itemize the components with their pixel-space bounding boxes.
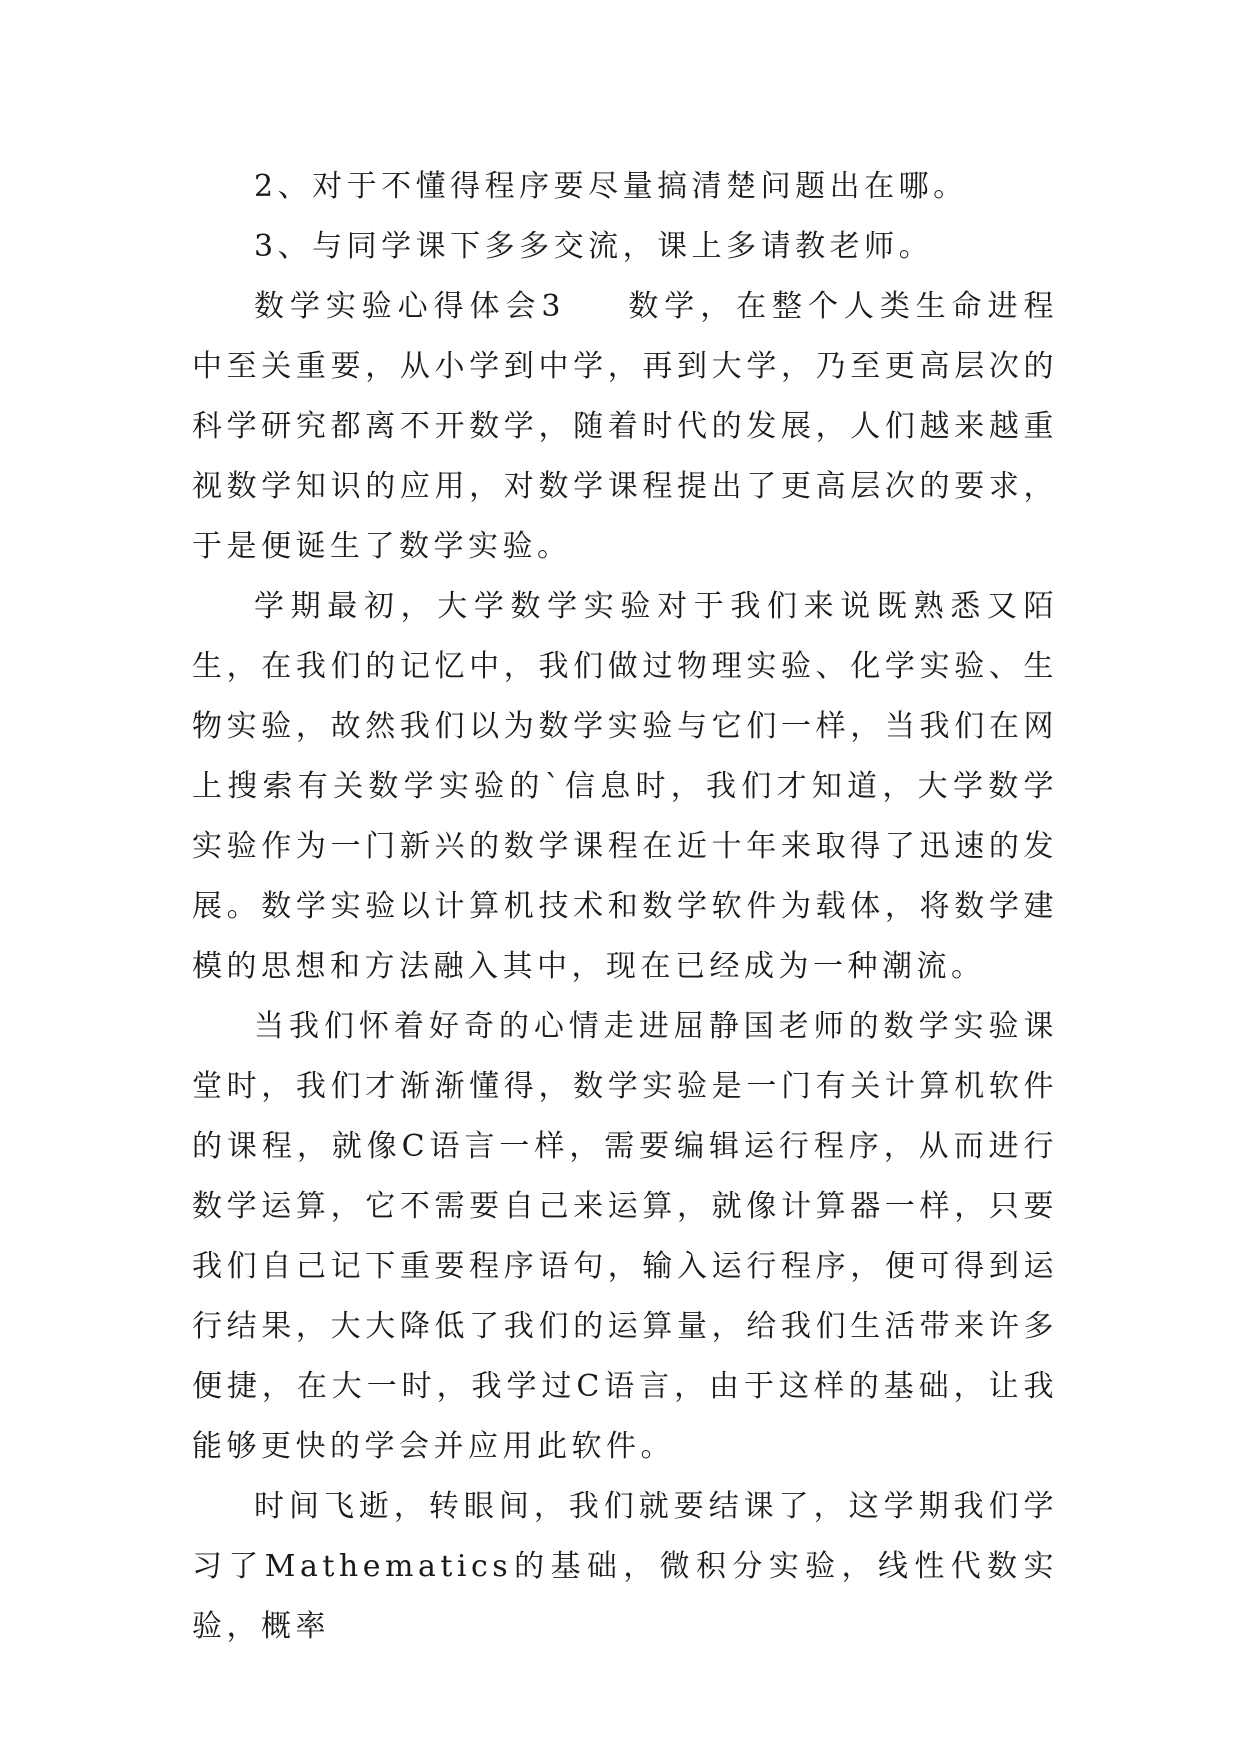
essay-heading: 数学实验心得体会3 — [254, 289, 565, 324]
paragraph-essay-intro — [192, 277, 1058, 577]
paragraph-text: 当我们怀着好奇的心情走进屈静国老师的数学实验课堂时，我们才渐渐懂得，数学实验是一门有关计算机软件的课程，就像C语言一样，需要编辑运行程序，从而进行数学运算，它不需要自己来运算，就像计算器一样，只要我们自己记下重要程序语句，输入运行程序，便可得到运行结果，大大降低了我们的运算量，给我们生活带来许多便捷，在大一时，我学过C语言，由于这样的基础，让我能够更快的学会并应用此软件。 — [192, 1009, 1058, 1464]
paragraph-text: 数学，在整个人类生命进程中至关重要，从小学到中学，再到大学，乃至更高层次的科学研究都离不开数学，随着时代的发展，人们越来越重视数学知识的应用，对数学课程提出了更高层次的要求，于是便诞生了数学实验。 — [192, 289, 1058, 564]
paragraph-text: 2、对于不懂得程序要尽量搞清楚问题出在哪。 — [254, 169, 968, 204]
paragraph-text: 学期最初，大学数学实验对于我们来说既熟悉又陌生，在我们的记忆中，我们做过物理实验、化学实验、生物实验，故然我们以为数学实验与它们一样，当我们在网上搜索有关数学实验的`信息时，我们才知道，大学数学实验作为一门新兴的数学课程在近十年来取得了迅速的发展。数学实验以计算机技术和数学软件为载体，将数学建模的思想和方法融入其中，现在已经成为一种潮流。 — [192, 589, 1058, 984]
paragraph-text: 时间飞逝，转眼间，我们就要结课了，这学期我们学习了Mathematics的基础，微积分实验，线性代数实验，概率 — [192, 1489, 1058, 1644]
paragraph-tip-2 — [192, 157, 1058, 217]
document-body — [192, 157, 1058, 1657]
paragraph-text: 3、与同学课下多多交流，课上多请教老师。 — [254, 229, 934, 264]
paragraph-classroom — [192, 997, 1058, 1477]
paragraph-semester-start — [192, 577, 1058, 997]
paragraph-course-end — [192, 1477, 1058, 1657]
paragraph-tip-3 — [192, 217, 1058, 277]
